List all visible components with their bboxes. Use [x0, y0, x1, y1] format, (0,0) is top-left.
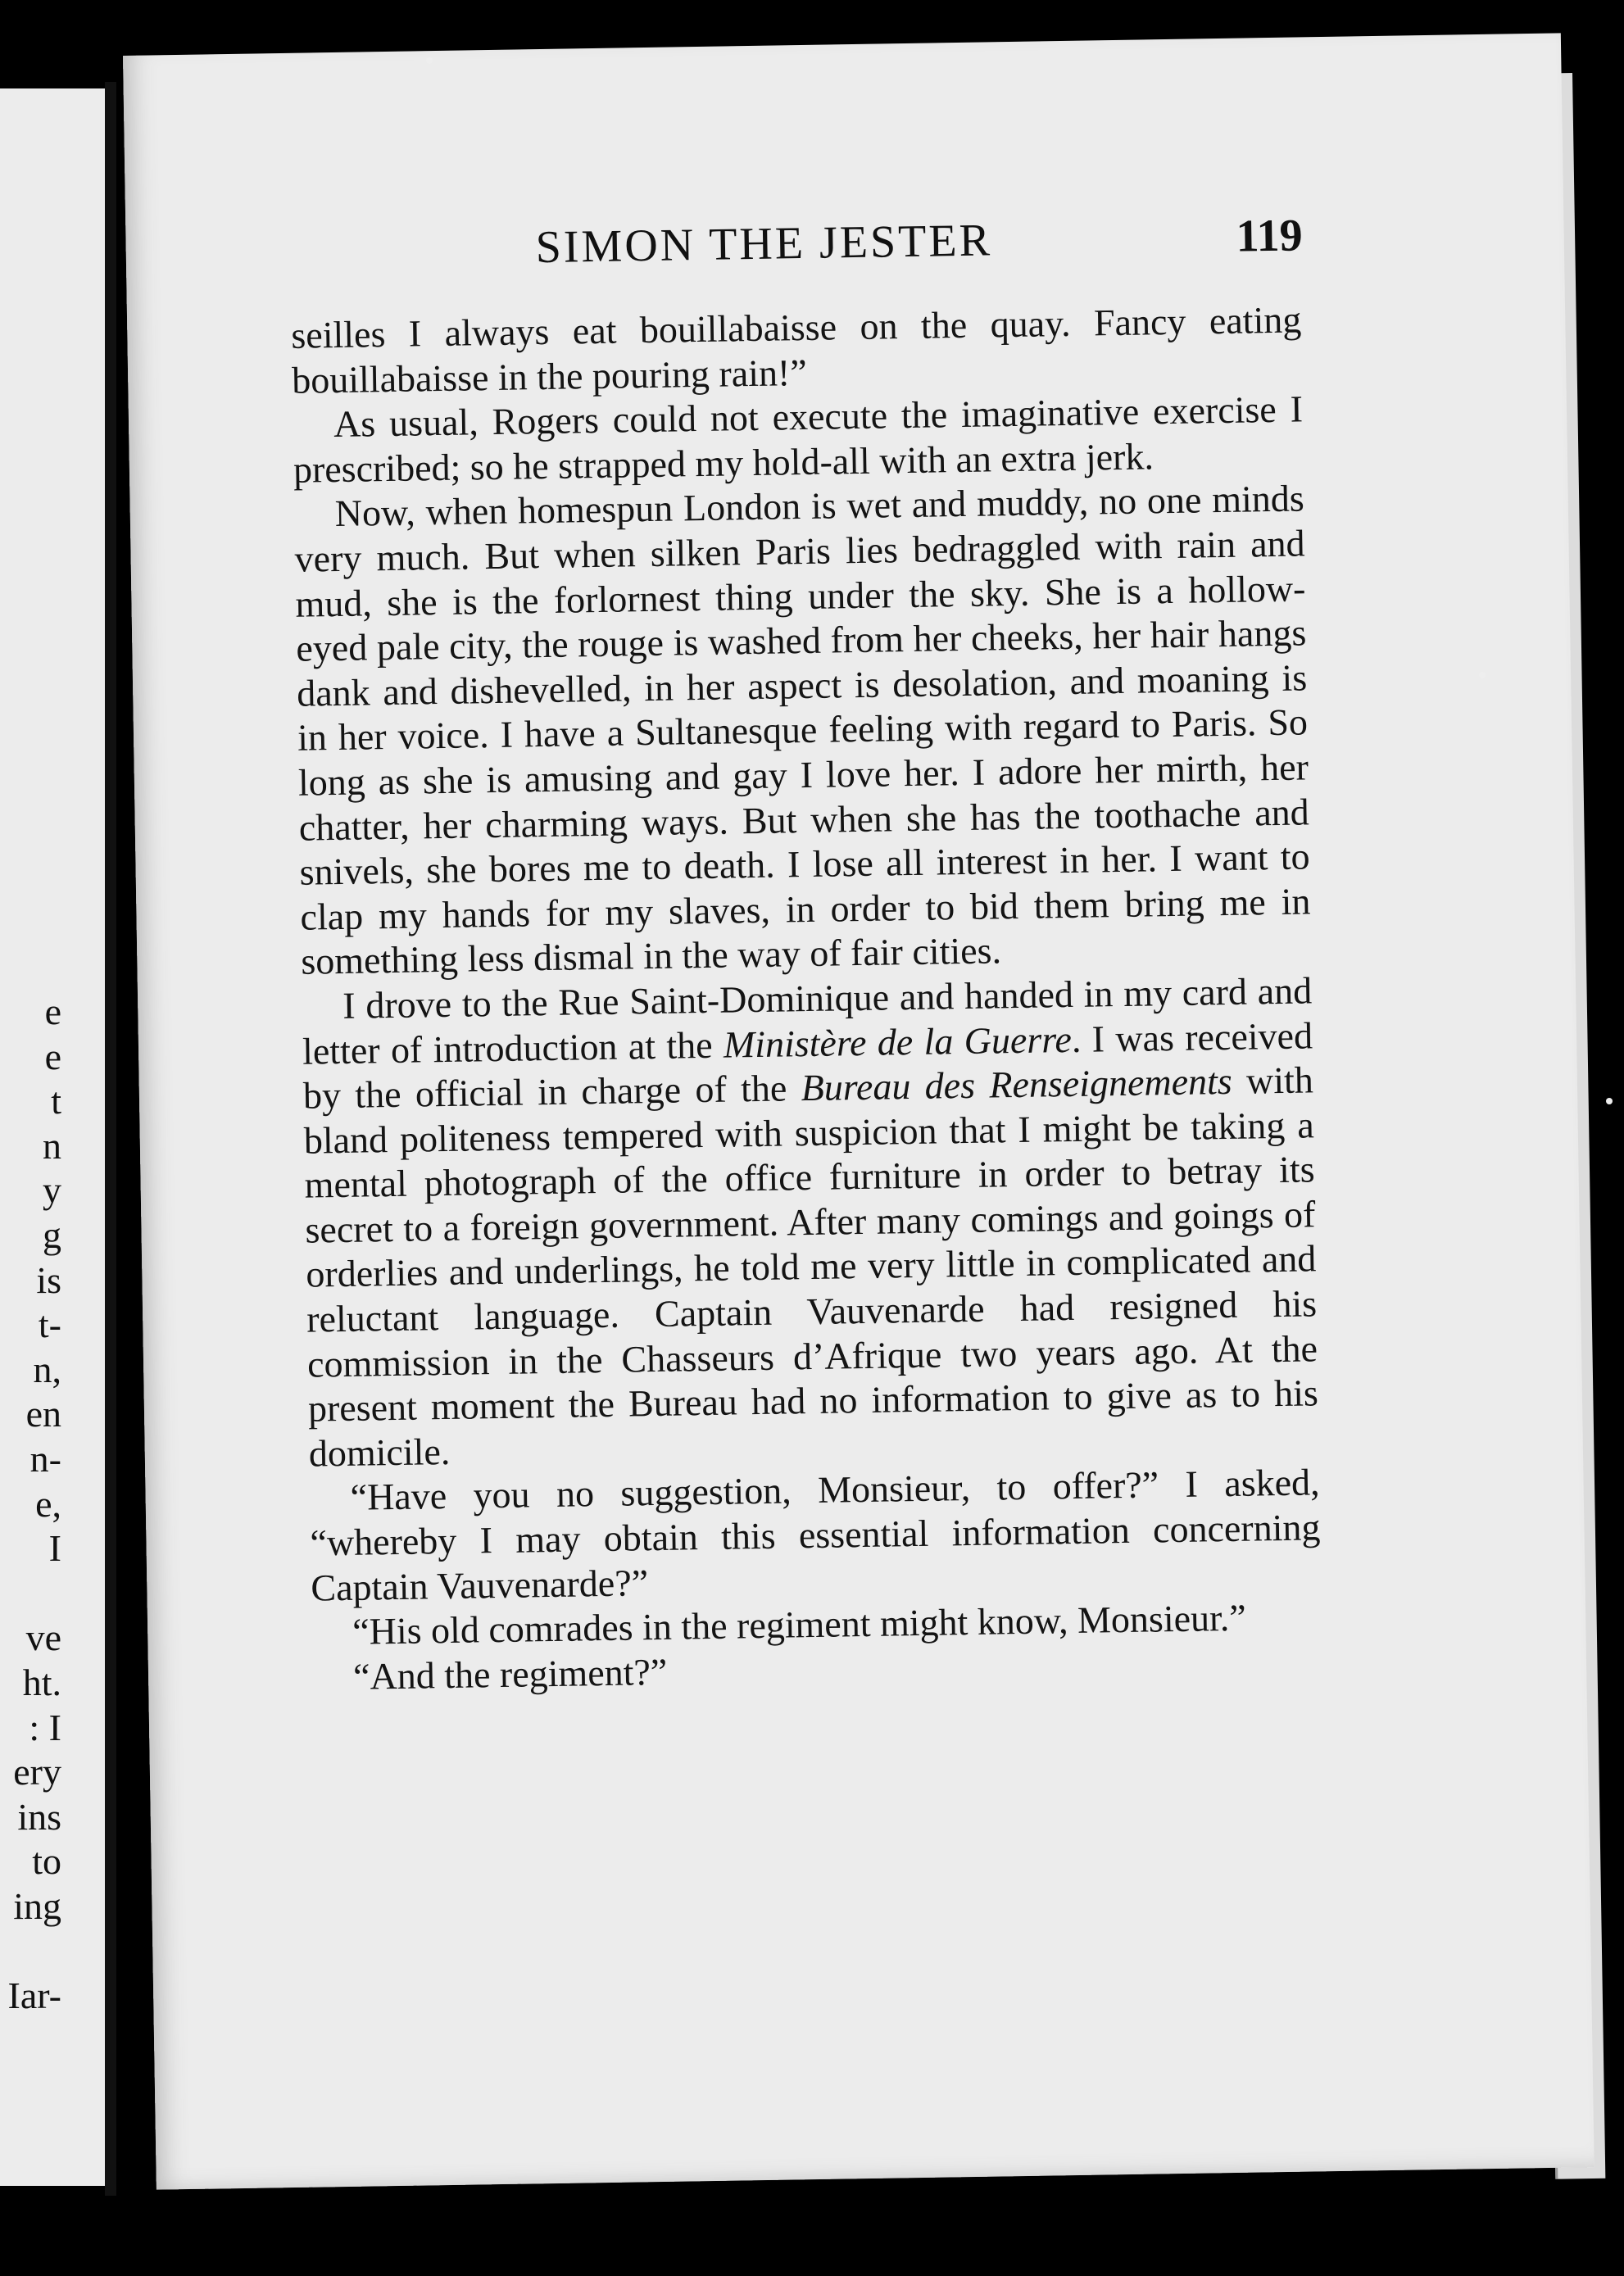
previous-page-fragment-line: n,	[33, 1348, 61, 1390]
previous-page-fragment-line: ht.	[22, 1661, 61, 1703]
previous-page-fragment-line	[0, 1929, 61, 1974]
previous-page-fragment	[0, 88, 116, 2186]
paragraph-p1	[291, 297, 1303, 403]
scan-speck	[1479, 672, 1486, 678]
italic-phrase: Bureau des Renseignements	[801, 1059, 1233, 1109]
previous-page-fragment-line: n-	[29, 1437, 61, 1480]
previous-page-fragment-line	[0, 1571, 61, 1616]
running-title: SIMON THE JESTER	[535, 215, 993, 274]
text-run: “His old comrades in the regiment might know, Monsieur.”	[352, 1596, 1247, 1653]
page-number: 119	[1236, 210, 1304, 262]
text-run: “And the regiment?”	[352, 1650, 668, 1698]
previous-page-fragment-line: : I	[29, 1706, 61, 1748]
text-run: “Have you no suggestion, Monsieur, to offer?” I asked, “whereby I may obtain this essential information concerning Captain Vauvenarde?”	[310, 1461, 1321, 1609]
text-run: Now, when homespun London is wet and muddy, no one minds very much. But when silken Paris lies bedraggled with rain and mud, she is the forlornest thing under the sky. She is a hollow-eyed pale city, the rouge is washed from her cheeks, her hair hangs dank and dishevelled, in her aspect is desolation, and moaning is in her voice. I have a Sultanesque feeling with regard to Paris. So long as she is amusing and gay I love her. I adore her mirth, her chatter, her charming ways. But when she has the toothache and snivels, she bores me to death. I lose all interest in her. I want to clap my hands for my slaves, in order to bid them bring me in something less dismal in the way of fair cities.	[294, 477, 1311, 983]
previous-page-line-endings	[0, 990, 61, 2019]
text-run: As usual, Rogers could not execute the imaginative exercise I prescribed; so he strapped my hold-all with an extra jerk.	[293, 388, 1304, 491]
previous-page-fragment-line: e,	[35, 1482, 61, 1525]
book-gutter	[105, 82, 116, 2196]
previous-page-fragment-line: Iar-	[7, 1974, 61, 2017]
body-text	[291, 297, 1322, 1700]
previous-page-fragment-line: y	[43, 1169, 61, 1212]
book-page	[123, 33, 1595, 2189]
paragraph-p5	[309, 1461, 1321, 1611]
previous-page-fragment-line: e	[44, 991, 61, 1032]
scan-speck	[1606, 1098, 1613, 1104]
previous-page-fragment-line: ve	[25, 1616, 61, 1659]
text-run: seilles I always eat bouillabaisse on the quay. Fancy eating bouillabaisse in the pouring rain!”	[290, 298, 1302, 401]
paragraph-p3	[293, 477, 1311, 985]
previous-page-fragment-line: I	[48, 1527, 61, 1570]
italic-phrase: Ministère de la Guerre	[723, 1018, 1073, 1066]
previous-page-fragment-line: t	[51, 1080, 61, 1122]
previous-page-fragment-line: n	[43, 1124, 61, 1167]
previous-page-fragment-line: to	[32, 1840, 61, 1883]
text-run: with bland politeness tempered with suspicion that I might be taking a mental photograph of the office furniture in order to betray its secret to a foreign government. After many comings and goings of orderlies and underlings, he told me very little in complicated and reluctant language. Captain Vauvenarde had resigned his commission in the Chasseurs d’Afrique two years ago. At the present moment the Bureau had no information to give as to his domicile.	[303, 1059, 1319, 1475]
text-run: . I was received by the official in charge of the	[302, 1013, 1313, 1117]
scan-speck	[426, 57, 433, 64]
previous-page-fragment-line: g	[43, 1213, 61, 1256]
paragraph-p4	[302, 968, 1319, 1476]
previous-page-fragment-line: e	[44, 1035, 61, 1077]
previous-page-fragment-line: is	[36, 1258, 61, 1301]
previous-page-fragment-line: t-	[38, 1303, 61, 1346]
paragraph-p2	[293, 388, 1304, 493]
running-head	[125, 205, 1563, 274]
previous-page-fragment-line: ins	[17, 1795, 61, 1838]
previous-page-fragment-line: en	[25, 1393, 61, 1435]
previous-page-fragment-line: ing	[13, 1884, 61, 1927]
previous-page-fragment-line: ery	[13, 1751, 61, 1793]
text-run: I drove to the Rue Saint-Dominique and handed in my card and letter of introduction at the	[302, 969, 1313, 1072]
